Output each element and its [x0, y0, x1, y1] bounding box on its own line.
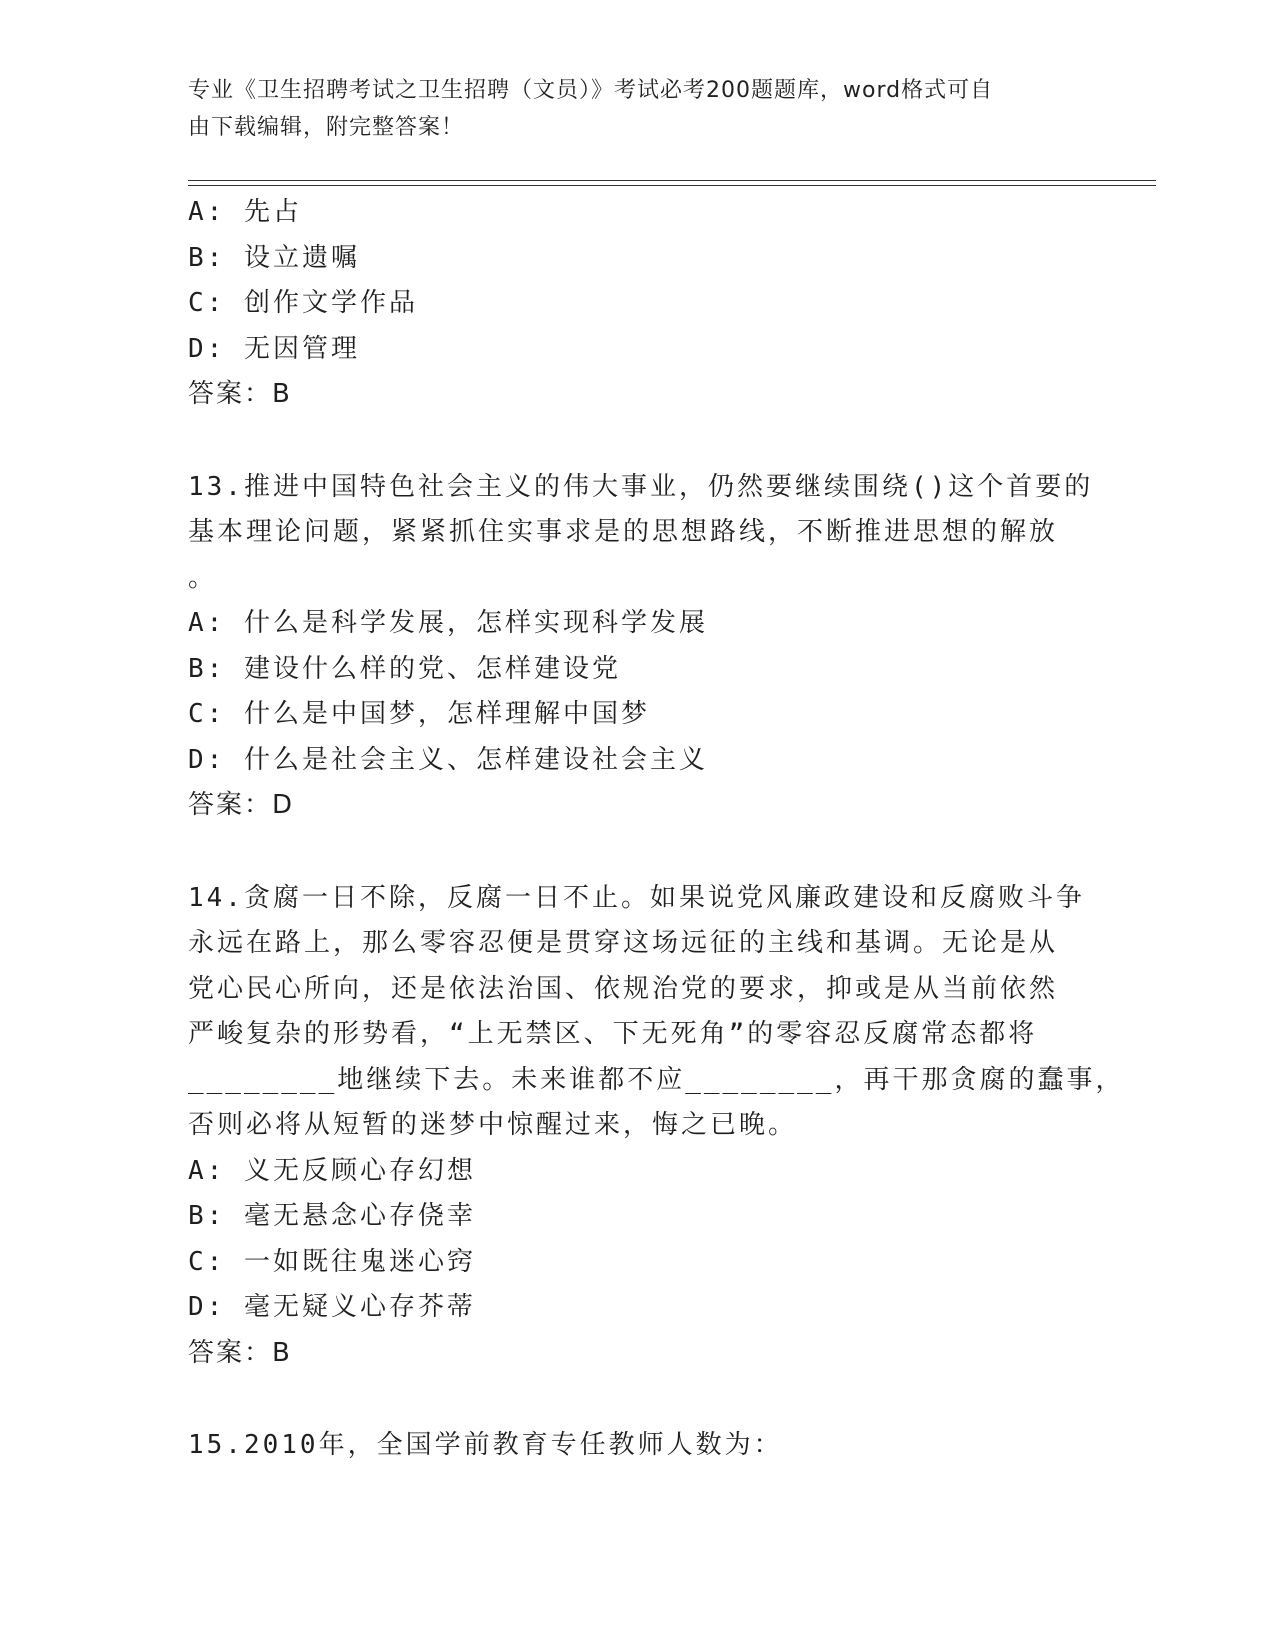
question-stem-line: 13.推进中国特色社会主义的伟大事业，仍然要继续围绕()这个首要的	[188, 471, 1094, 502]
option-c: C: 创作文学作品	[188, 288, 418, 318]
option-b: B: 毫无悬念心存侥幸	[188, 1201, 476, 1231]
question-stem-line: 严峻复杂的形势看，“上无禁区、下无死角”的零容忍反腐常态都将	[188, 1019, 1038, 1049]
answer-line: 答案：B	[188, 1337, 292, 1368]
question-stem-line: 。	[188, 562, 218, 593]
question-15	[188, 1423, 1088, 1469]
header-divider-bottom	[188, 185, 1156, 186]
question-content	[188, 190, 1125, 1469]
question-stem-line: 14.贪腐一日不除，反腐一日不止。如果说党风廉政建设和反腐败斗争	[188, 882, 1085, 913]
option-a: A: 义无反顾心存幻想	[188, 1155, 476, 1186]
answer-line: 答案：B	[188, 379, 292, 409]
option-c: C: 一如既往鬼迷心窍	[188, 1246, 476, 1277]
option-d: D: 什么是社会主义、怎样建设社会主义	[188, 744, 708, 775]
question-stem-line: 基本理论问题，紧紧抓住实事求是的思想路线，不断推进思想的解放	[188, 517, 1059, 547]
question-13	[188, 465, 1094, 829]
option-c: C: 什么是中国梦，怎样理解中国梦	[188, 699, 650, 729]
answer-line: 答案：D	[188, 790, 295, 820]
spacer	[188, 1376, 1088, 1423]
question-14	[188, 876, 1125, 1377]
option-d: D: 无因管理	[188, 333, 360, 364]
option-a: A: 什么是科学发展，怎样实现科学发展	[188, 608, 708, 638]
option-b: B: 建设什么样的党、怎样建设党	[188, 653, 621, 684]
question-stem-line: 永远在路上，那么零容忍便是贯穿这场远征的主线和基调。无论是从	[188, 928, 1059, 958]
document-header	[188, 72, 1088, 146]
header-line-2: 由下载编辑，附完整答案！	[188, 115, 465, 140]
option-d: D: 毫无疑义心存芥蒂	[188, 1292, 476, 1322]
option-a: A: 先占	[188, 197, 302, 227]
option-b: B: 设立遗嘱	[188, 242, 360, 273]
question-12	[188, 190, 1088, 418]
question-stem-line: ________地继续下去。未来谁都不应________，再干那贪腐的蠢事，	[188, 1064, 1125, 1095]
question-stem-line: 15.2010年，全国学前教育专任教师人数为：	[188, 1430, 783, 1460]
spacer	[188, 418, 1088, 465]
header-line-1: 专业《卫生招聘考试之卫生招聘（文员）》考试必考200题题库，word格式可自	[188, 78, 994, 103]
question-stem-line: 党心民心所向，还是依法治国、依规治党的要求，抑或是从当前依然	[188, 973, 1059, 1004]
question-stem-line: 否则必将从短暂的迷梦中惊醒过来，悔之已晚。	[188, 1110, 798, 1140]
header-divider-top	[188, 180, 1156, 181]
spacer	[188, 829, 1088, 876]
